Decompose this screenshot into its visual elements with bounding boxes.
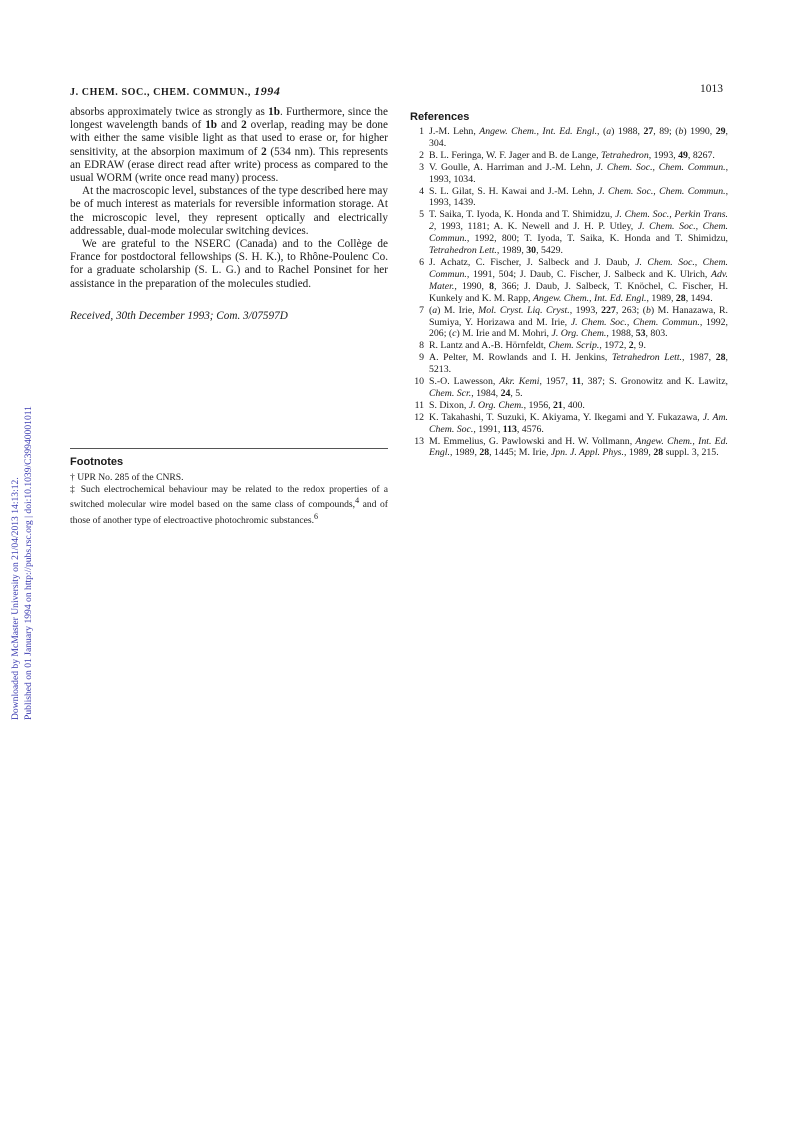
footnotes-heading: Footnotes: [70, 456, 124, 468]
reference-text: J.-M. Lehn, Angew. Chem., Int. Ed. Engl., (a) 1988, 27, 89; (b) 1990, 29, 304.: [429, 126, 728, 149]
reference-text: B. L. Feringa, W. F. Jager and B. de Lange, Tetrahedron, 1993, 49, 8267.: [429, 149, 715, 161]
reference-text: S.-O. Lawesson, Akr. Kemi, 1957, 11, 387; S. Gronowitz and K. Lawitz, Chem. Scr., 1984, 24, 5.: [429, 376, 728, 399]
reference-number: 8: [419, 340, 424, 352]
reference-number: 9: [419, 352, 424, 364]
page-number: 1013: [700, 83, 723, 95]
reference-number: 1: [419, 126, 424, 137]
journal-year: 1994: [254, 84, 281, 98]
footnote-item: ‡ Such electrochemical behaviour may be related to the redox properties of a switched molecular wire model based on the same class of compounds,$^4$ and of those of another type of electroactive photochromic substances.$^6$: [70, 483, 388, 527]
reference-text: J. Achatz, C. Fischer, J. Salbeck and J. Daub, J. Chem. Soc., Chem. Commun., 1991, 504; J. Daub, C. Fischer, J. Salbeck and K. Ulrich, Adv. Mater., 1990, 8, 366; J. Daub, J. Salbeck, T. Knöchel, C. Fischer, H. Kunkely and K. M. Rapp, Angew. Chem., Int. Ed. Engl., 1989, 28, 1494.: [429, 256, 728, 304]
reference-text: S. Dixon, J. Org. Chem., 1956, 21, 400.: [429, 399, 585, 411]
published-line[interactable]: Published on 01 January 1994 on http://pubs.rsc.org | doi:10.1039/C39940001011: [23, 406, 34, 720]
reference-item: [410, 186, 728, 210]
section-divider: [70, 448, 388, 449]
reference-text: T. Saika, T. Iyoda, K. Honda and T. Shimidzu, J. Chem. Soc., Perkin Trans. 2, 1993, 1181; A. K. Newell and J. H. P. Utley, J. Chem. Soc., Chem. Commun., 1992, 800; T. Iyoda, T. Saika, K. Honda and T. Shimidzu, Tetrahedron Lett., 1989, 30, 5429.: [429, 209, 728, 257]
body-paragraph: At the macroscopic level, substances of the type described here may be of much interest as materials for reversible information storage. At the microscopic level, they represent optically and electrically addressable, dual-mode molecular switching devices.: [70, 185, 388, 237]
footnotes-section: [70, 456, 388, 527]
reference-item: [410, 257, 728, 305]
reference-number: 3: [419, 161, 424, 173]
reference-number: 4: [419, 185, 424, 197]
reference-list: [410, 126, 728, 459]
received-date: Received, 30th December 1993; Com. 3/07597D: [70, 309, 288, 322]
reference-item: [410, 305, 728, 341]
body-paragraph: absorbs approximately twice as strongly as 1b. Furthermore, since the longest wavelength bands of 1b and 2 overlap, reading may be done with either the same visible light as that used to erase or, for higher sensitivity, at the absorpion maximum of 2 (534 nm). This represents an EDRAW (erase direct read after write) process as compared to the usual WORM (write once read many) process.: [70, 106, 388, 185]
download-stamp: [4, 320, 36, 720]
reference-text: S. L. Gilat, S. H. Kawai and J.-M. Lehn, J. Chem. Soc., Chem. Commun., 1993, 1439.: [429, 185, 729, 209]
reference-number: 2: [419, 149, 424, 161]
reference-item: [410, 150, 728, 162]
reference-number: 12: [414, 411, 424, 423]
reference-item: [410, 436, 728, 460]
running-header: [70, 84, 281, 99]
reference-item: [410, 400, 728, 412]
reference-text: K. Takahashi, T. Suzuki, K. Akiyama, Y. Ikegami and Y. Fukazawa, J. Am. Chem. Soc., 1991, 113, 4576.: [429, 411, 728, 435]
journal-name: J. CHEM. SOC., CHEM. COMMUN.,: [70, 87, 255, 98]
reference-number: 7: [419, 304, 424, 316]
footnote-item: † UPR No. 285 of the CNRS.: [70, 472, 184, 483]
reference-number: 5: [419, 209, 424, 221]
reference-number: 10: [414, 376, 424, 388]
reference-item: [410, 412, 728, 436]
acknowledgement-paragraph: We are grateful to the NSERC (Canada) and to the Collège de France for postdoctoral fellowships (S. H. K.), to Rhône-Poulenc Co. for a graduate scholarship (S. L. G.) and to Rachel Ponsinet for her assistance in the preparation of the molecules studied.: [70, 238, 388, 290]
reference-number: 13: [414, 435, 424, 447]
references-section: [410, 111, 728, 459]
download-line: Downloaded by McMaster University on 21/04/2013 14:13:12.: [10, 477, 21, 720]
reference-item: [410, 126, 728, 150]
left-column: [70, 106, 388, 323]
reference-item: [410, 352, 728, 376]
references-heading: References: [410, 111, 470, 123]
reference-text: (a) M. Irie, Mol. Cryst. Liq. Cryst., 1993, 227, 263; (b) M. Hanazawa, R. Sumiya, Y. Horizawa and M. Irie, J. Chem. Soc., Chem. Commun., 1992, 206; (c) M. Irie and M. Mohri, J. Org. Chem., 1988, 53, 803.: [429, 304, 729, 340]
reference-text: A. Pelter, M. Rowlands and I. H. Jenkins, Tetrahedron Lett., 1987, 28, 5213.: [429, 352, 728, 376]
reference-text: V. Goulle, A. Harriman and J.-M. Lehn, J. Chem. Soc., Chem. Commun., 1993, 1034.: [429, 161, 729, 185]
reference-number: 6: [419, 256, 424, 268]
reference-item: [410, 209, 728, 257]
reference-number: 11: [414, 399, 424, 411]
reference-text: M. Emmelius, G. Pawlowski and H. W. Vollmann, Angew. Chem., Int. Ed. Engl., 1989, 28, 1445; M. Irie, Jpn. J. Appl. Phys., 1989, 28 suppl. 3, 215.: [429, 435, 729, 459]
reference-text: R. Lantz and A.-B. Hörnfeldt, Chem. Scrip., 1972, 2, 9.: [429, 340, 646, 352]
reference-item: [410, 162, 728, 186]
reference-item: [410, 340, 728, 352]
reference-item: [410, 376, 728, 400]
